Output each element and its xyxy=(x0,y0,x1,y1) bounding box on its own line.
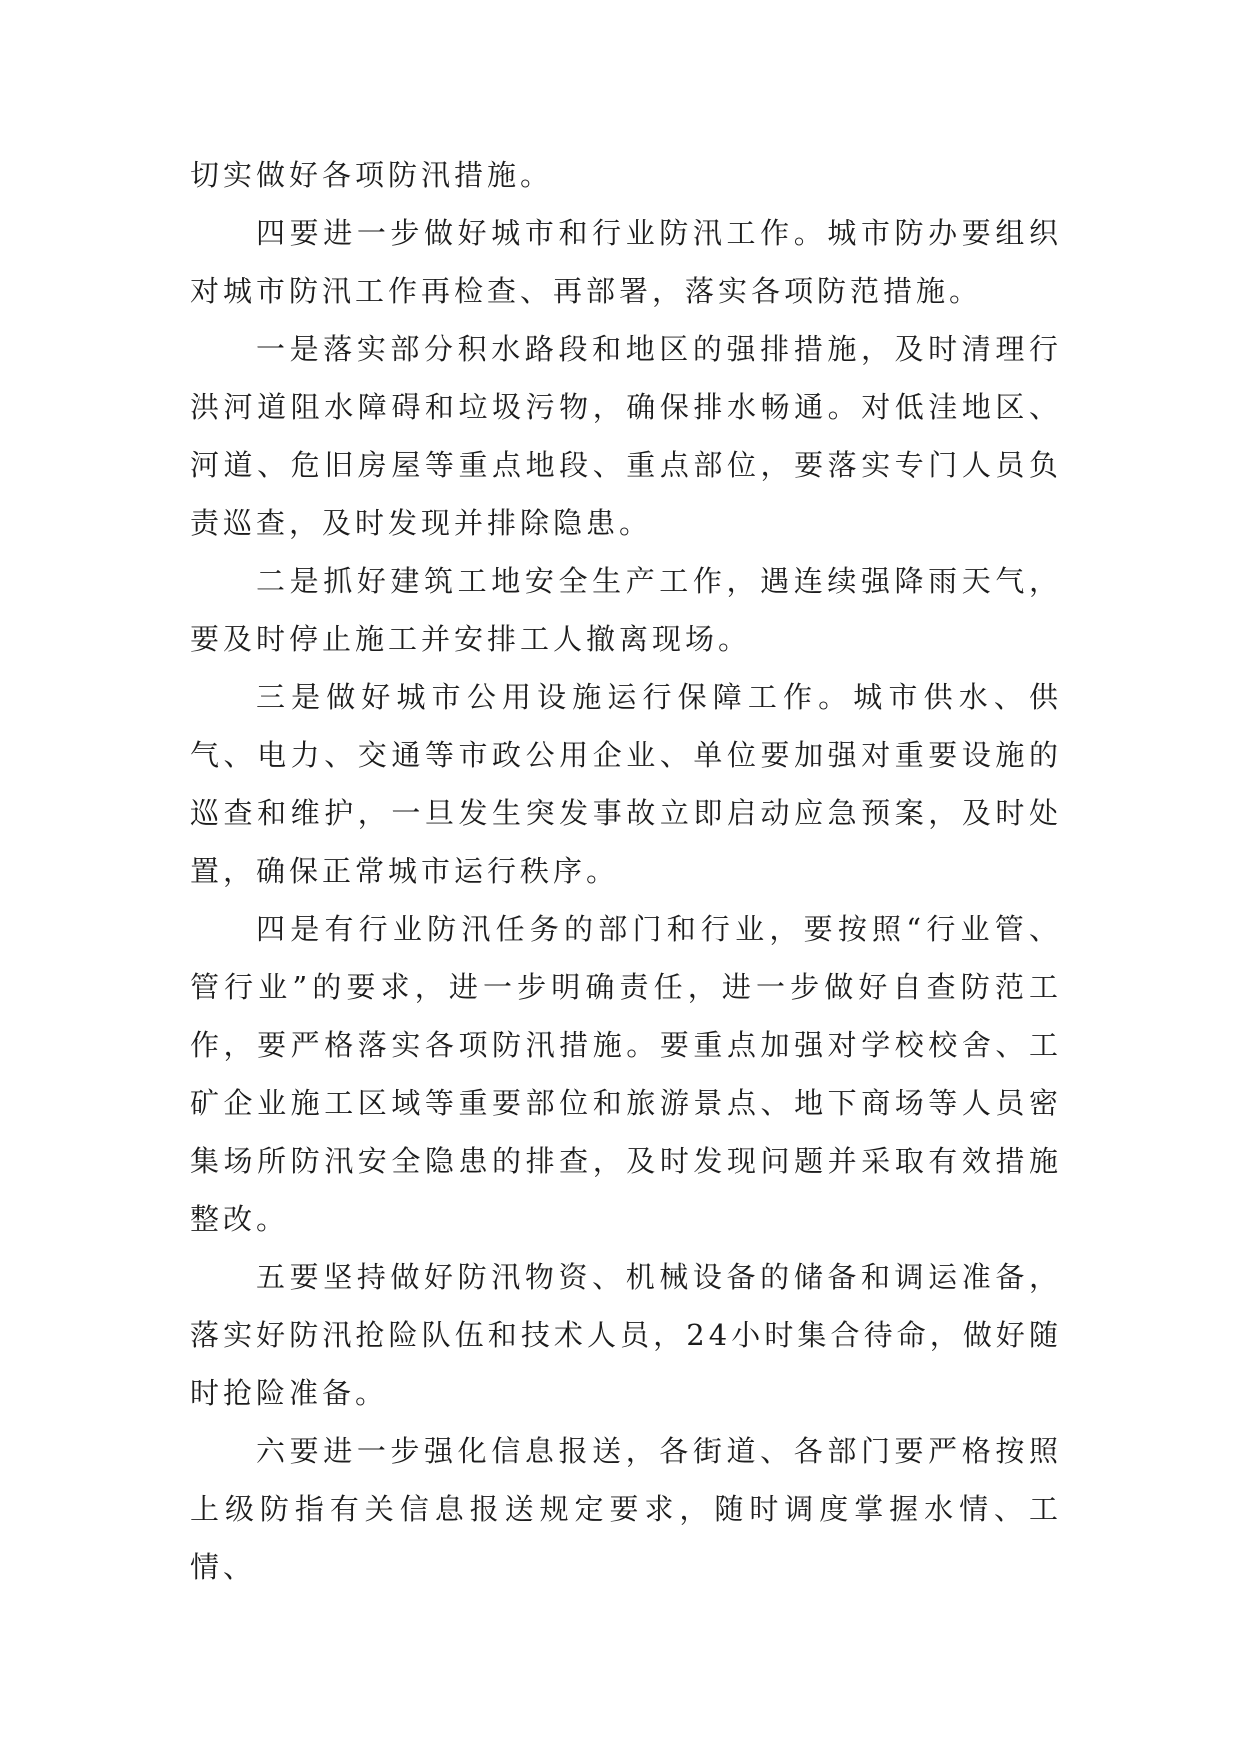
paragraph-item-five: 五要坚持做好防汛物资、机械设备的储备和调运准备，落实好防汛抢险队伍和技术人员，24小时集合待命，做好随时抢险准备。 xyxy=(190,1260,1062,1410)
paragraph-item-six: 六要进一步强化信息报送，各街道、各部门要严格按照上级防指有关信息报送规定要求，随时调度掌握水情、工情、 xyxy=(190,1434,1062,1584)
paragraph-sub-three: 三是做好城市公用设施运行保障工作。城市供水、供气、电力、交通等市政公用企业、单位要加强对重要设施的巡查和维护，一旦发生突发事故立即启动应急预案，及时处置，确保正常城市运行秩序。 xyxy=(190,680,1062,888)
paragraph-sub-two: 二是抓好建筑工地安全生产工作，遇连续强降雨天气，要及时停止施工并安排工人撤离现场。 xyxy=(190,564,1062,656)
paragraph-item-four: 四要进一步做好城市和行业防汛工作。城市防办要组织对城市防汛工作再检查、再部署，落实各项防范措施。 xyxy=(190,216,1062,308)
paragraph-continuation: 切实做好各项防汛措施。 xyxy=(190,158,554,192)
paragraph-sub-one: 一是落实部分积水路段和地区的强排措施，及时清理行洪河道阻水障碍和垃圾污物，确保排水畅通。对低洼地区、河道、危旧房屋等重点地段、重点部位，要落实专门人员负责巡查，及时发现并排除隐患。 xyxy=(190,332,1062,540)
document-body xyxy=(190,146,1062,1596)
paragraph-sub-four: 四是有行业防汛任务的部门和行业，要按照“行业管、管行业”的要求，进一步明确责任，进一步做好自查防范工作，要严格落实各项防汛措施。要重点加强对学校校舍、工矿企业施工区域等重要部位和旅游景点、地下商场等人员密集场所防汛安全隐患的排查，及时发现问题并采取有效措施整改。 xyxy=(190,912,1062,1236)
